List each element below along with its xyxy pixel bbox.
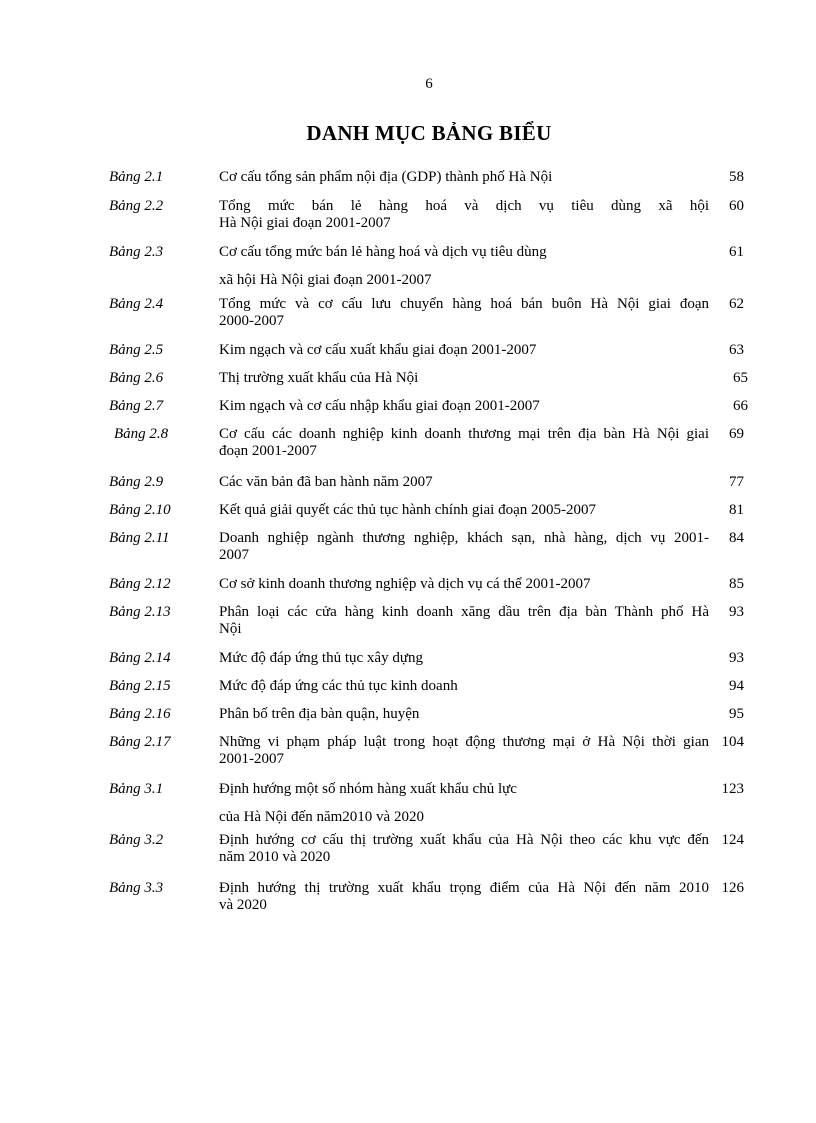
page-ref: 66 [733, 398, 748, 414]
caption-line: Kim ngạch và cơ cấu nhập khẩu giai đoạn 2001-2007 [219, 398, 540, 414]
table-label: Bảng 3.3 [109, 880, 164, 896]
table-caption [219, 342, 709, 359]
table-caption [219, 296, 709, 330]
page-ref: 69 [729, 426, 744, 442]
page-ref: 94 [729, 678, 744, 694]
table-caption [219, 244, 709, 289]
page-ref: 124 [721, 832, 744, 848]
page-ref: 123 [721, 781, 744, 797]
caption-line: Những vi phạm pháp luật trong hoạt động thương mại ở Hà Nội thời gian [219, 734, 709, 750]
table-label: Bảng 2.11 [109, 530, 170, 546]
page-ref: 77 [729, 474, 744, 490]
table-label: Bảng 2.15 [109, 678, 171, 694]
table-caption [219, 474, 709, 491]
caption-line: Cơ cấu tổng sản phẩm nội địa (GDP) thành phố Hà Nội [219, 169, 553, 185]
table-caption [219, 880, 709, 914]
caption-line: Định hướng cơ cấu thị trường xuất khẩu của Hà Nội theo các khu vực đến [219, 832, 709, 848]
caption-line: Phân loại các cửa hàng kinh doanh xăng dầu trên địa bàn Thành phố Hà [219, 604, 709, 620]
page-ref: 84 [729, 530, 744, 546]
caption-line: Mức độ đáp ứng thủ tục xây dựng [219, 650, 423, 666]
table-label: Bảng 2.6 [109, 370, 164, 386]
table-label: Bảng 2.2 [109, 198, 164, 214]
caption-line: xã hội Hà Nội giai đoạn 2001-2007 [219, 272, 432, 288]
caption-line: 2007 [219, 547, 249, 563]
page-ref: 126 [721, 880, 744, 896]
table-label: Bảng 2.8 [114, 426, 169, 442]
caption-line: Thị trường xuất khẩu của Hà Nội [219, 370, 419, 386]
table-caption [219, 398, 709, 415]
page-ref: 61 [729, 244, 744, 260]
caption-line: Tổng mức bán lẻ hàng hoá và dịch vụ tiêu dùng xã hội [219, 198, 709, 214]
caption-line: Doanh nghiệp ngành thương nghiệp, khách sạn, nhà hàng, dịch vụ 2001- [219, 530, 709, 546]
table-caption [219, 169, 709, 186]
page-title: DANH MỤC BẢNG BIỂU [306, 121, 552, 145]
page-ref: 93 [729, 650, 744, 666]
table-label: Bảng 2.12 [109, 576, 171, 592]
caption-line: Tổng mức và cơ cấu lưu chuyển hàng hoá bán buôn Hà Nội giai đoạn [219, 296, 709, 312]
table-label: Bảng 2.13 [109, 604, 171, 620]
caption-line: Kim ngạch và cơ cấu xuất khẩu giai đoạn 2001-2007 [219, 342, 537, 358]
table-caption [219, 502, 709, 519]
table-label: Bảng 2.14 [109, 650, 171, 666]
table-caption [219, 198, 709, 232]
caption-line: Nội [219, 621, 242, 637]
caption-line: Phân bố trên địa bàn quận, huyện [219, 706, 420, 722]
page-ref: 104 [721, 734, 744, 750]
table-label: Bảng 2.1 [109, 169, 164, 185]
caption-line: Cơ cấu các doanh nghiệp kinh doanh thương mại trên địa bàn Hà Nội giai [219, 426, 709, 442]
table-caption [219, 734, 709, 768]
table-caption [219, 706, 709, 723]
caption-line: Cơ cấu tổng mức bán lẻ hàng hoá và dịch vụ tiêu dùng [219, 244, 547, 260]
table-label: Bảng 2.3 [109, 244, 164, 260]
caption-line: và 2020 [219, 897, 267, 913]
table-label: Bảng 2.5 [109, 342, 164, 358]
table-caption [219, 426, 709, 460]
page-number: 6 [425, 76, 433, 92]
caption-line: Cơ sở kinh doanh thương nghiệp và dịch vụ cá thể 2001-2007 [219, 576, 591, 592]
page-ref: 85 [729, 576, 744, 592]
caption-line: Kết quả giải quyết các thủ tục hành chính giai đoạn 2005-2007 [219, 502, 596, 518]
caption-line: đoạn 2001-2007 [219, 443, 317, 459]
table-label: Bảng 3.1 [109, 781, 164, 797]
page-ref: 60 [729, 198, 744, 214]
table-caption [219, 370, 709, 387]
table-caption [219, 781, 709, 826]
table-caption [219, 650, 709, 667]
table-label: Bảng 2.16 [109, 706, 171, 722]
table-caption [219, 576, 709, 593]
table-label: Bảng 2.17 [109, 734, 171, 750]
page-ref: 63 [729, 342, 744, 358]
caption-line: 2001-2007 [219, 751, 284, 767]
caption-line: Các văn bản đã ban hành năm 2007 [219, 474, 433, 490]
caption-line: của Hà Nội đến năm2010 và 2020 [219, 809, 424, 825]
table-label: Bảng 2.7 [109, 398, 164, 414]
caption-line: Định hướng một số nhóm hàng xuất khẩu chủ lực [219, 781, 517, 797]
page-ref: 65 [733, 370, 748, 386]
table-label: Bảng 2.4 [109, 296, 164, 312]
page-ref: 95 [729, 706, 744, 722]
caption-line: Định hướng thị trường xuất khẩu trọng điểm của Hà Nội đến năm 2010 [219, 880, 709, 896]
table-caption [219, 678, 709, 695]
page-ref: 62 [729, 296, 744, 312]
caption-line: Mức độ đáp ứng các thủ tục kinh doanh [219, 678, 458, 694]
page-ref: 58 [729, 169, 744, 185]
table-label: Bảng 3.2 [109, 832, 164, 848]
table-label: Bảng 2.9 [109, 474, 164, 490]
caption-line: 2000-2007 [219, 313, 284, 329]
page-ref: 81 [729, 502, 744, 518]
table-caption [219, 832, 709, 866]
table-label: Bảng 2.10 [109, 502, 171, 518]
page-ref: 93 [729, 604, 744, 620]
table-caption [219, 530, 709, 564]
caption-line: Hà Nội giai đoạn 2001-2007 [219, 215, 391, 231]
caption-line: năm 2010 và 2020 [219, 849, 331, 865]
table-caption [219, 604, 709, 638]
